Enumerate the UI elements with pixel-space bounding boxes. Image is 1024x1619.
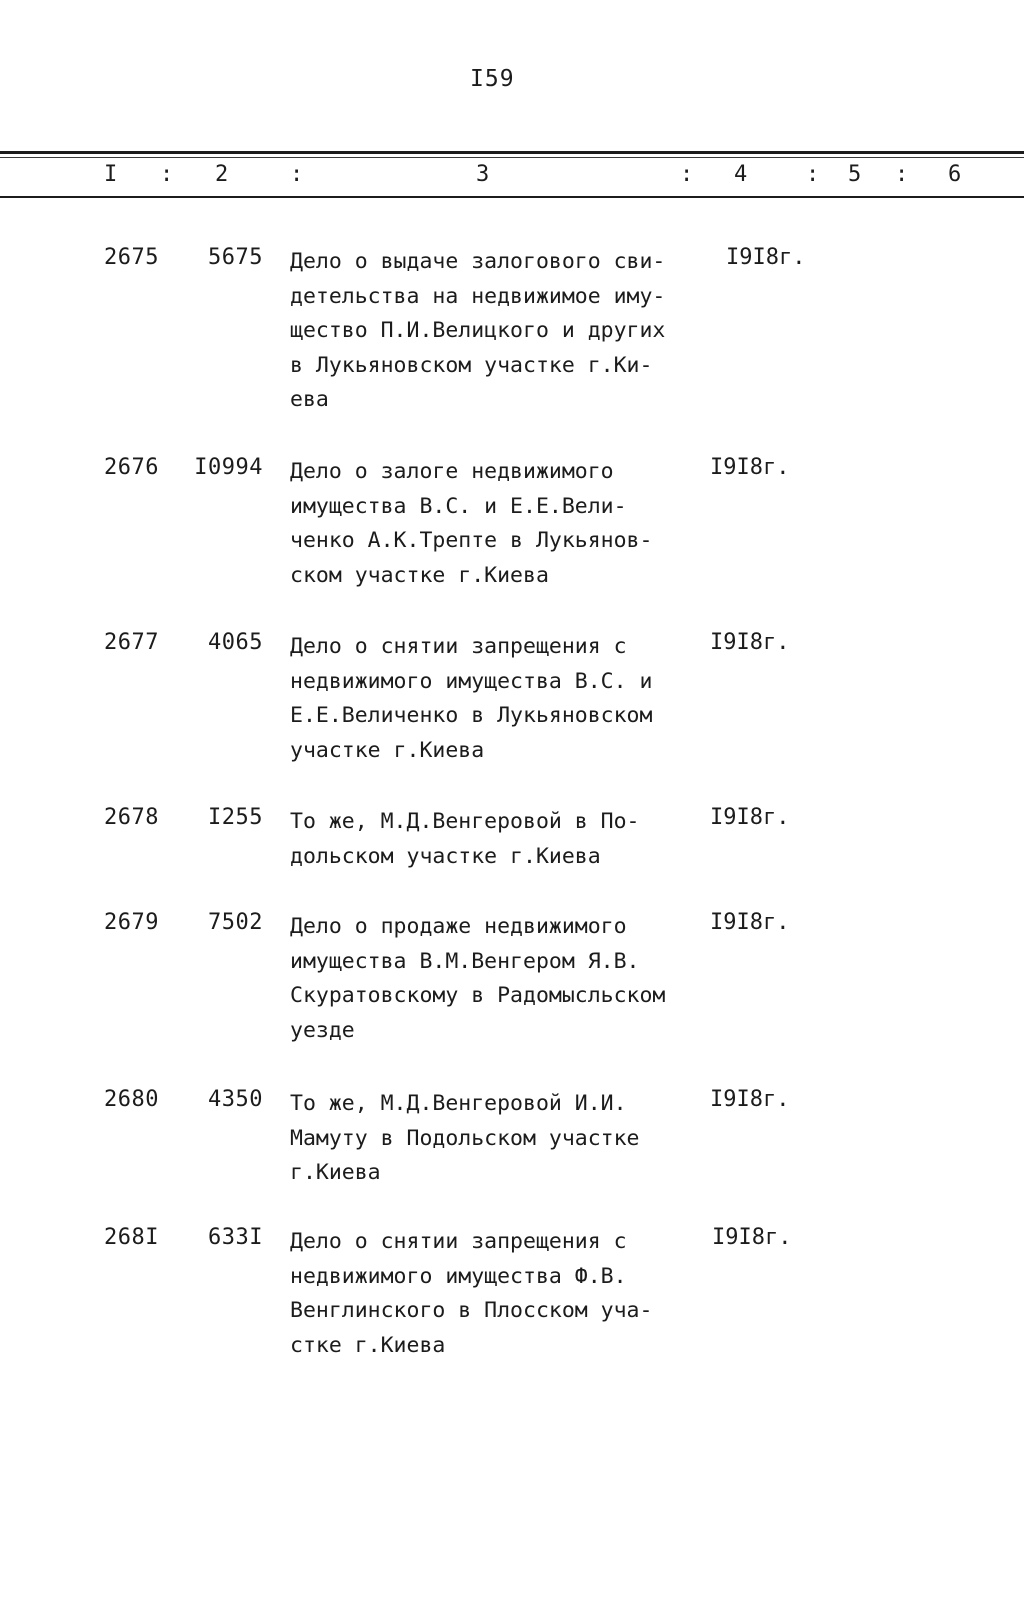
column-header-5: 5 — [848, 162, 862, 187]
entry-year: I9I8г. — [712, 1225, 792, 1250]
entry-code: 4065 — [208, 630, 263, 655]
entry-number: 2679 — [104, 910, 159, 935]
column-separator: : — [895, 162, 909, 187]
column-header-2: 2 — [215, 162, 229, 187]
entry-number: 2678 — [104, 805, 159, 830]
entry-number: 2677 — [104, 630, 159, 655]
header-rule-top — [0, 151, 1024, 154]
header-rule-bottom — [0, 196, 1024, 198]
entry-code: 7502 — [208, 910, 263, 935]
entry-description: Дело о продаже недвижимого имущества В.М.Венгером Я.В. Скуратовскому в Радомысльском уезде — [290, 914, 666, 1043]
entry-year: I9I8г. — [710, 455, 790, 480]
entry-year: I9I8г. — [710, 1087, 790, 1112]
column-header-1: I — [104, 162, 118, 187]
entry-code: I255 — [208, 805, 263, 830]
entry-year: I9I8г. — [710, 910, 790, 935]
column-header-4: 4 — [734, 162, 748, 187]
entry-number: 2676 — [104, 455, 159, 480]
entry-description: То же, М.Д.Венгеровой в По- дольском участке г.Киева — [290, 809, 640, 869]
entry-number: 2675 — [104, 245, 159, 270]
column-separator: : — [680, 162, 694, 187]
entry-description: Дело о снятии запрещения с недвижимого имущества Ф.В. Венглинского в Плосском уча- стке г.Киева — [290, 1229, 653, 1358]
entry-number: 268I — [104, 1225, 159, 1250]
entry-description: Дело о снятии запрещения с недвижимого имущества В.С. и Е.Е.Величенко в Лукьяновском участке г.Киева — [290, 634, 653, 763]
entry-year: I9I8г. — [710, 805, 790, 830]
entry-code: 4350 — [208, 1087, 263, 1112]
entry-description: То же, М.Д.Венгеровой И.И. Мамуту в Подольском участке г.Киева — [290, 1091, 640, 1185]
entry-year: I9I8г. — [710, 630, 790, 655]
header-rule-top-thin — [0, 157, 1024, 158]
column-header-6: 6 — [948, 162, 962, 187]
column-separator: : — [806, 162, 820, 187]
entry-code: 5675 — [208, 245, 263, 270]
entry-year: I9I8г. — [726, 245, 806, 270]
column-separator: : — [160, 162, 174, 187]
entry-description: Дело о залоге недвижимого имущества В.С. и Е.Е.Вели- ченко А.К.Трепте в Лукьянов- ском участке г.Киева — [290, 459, 653, 588]
entry-number: 2680 — [104, 1087, 159, 1112]
entry-description: Дело о выдаче залогового сви- детельства на недвижимое иму- щество П.И.Велицкого и других в Лукьяновском участке г.Ки- ева — [290, 249, 666, 412]
column-separator: : — [290, 162, 304, 187]
entry-code: I0994 — [194, 455, 263, 480]
column-header-3: 3 — [476, 162, 490, 187]
entry-code: 633I — [208, 1225, 263, 1250]
page-number: I59 — [470, 66, 515, 92]
